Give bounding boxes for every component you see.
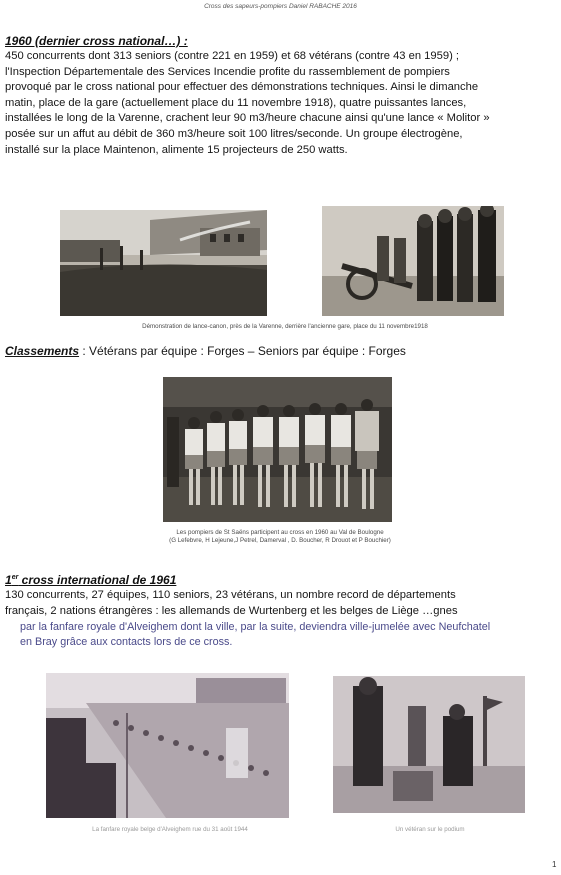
section-1960-heading: 1960 (dernier cross national…) : <box>5 34 188 48</box>
section-1961-faint-text <box>20 620 560 650</box>
document-header: Cross des sapeurs-pompiers Daniel RABACHE 2016 <box>204 3 357 10</box>
caption-line: (G Lefebvre, H Lejeune,J Petrel, Damerval , D. Boucher, R Drouot et P Bouchier) <box>169 537 391 544</box>
body-line: installées le long de la Varenne, crachent leur 90 m3/heure chacune ainsi qu'une lance « Molitor » <box>5 112 490 125</box>
heading-superscript: er <box>11 574 19 581</box>
photo-lance-canon-demonstration <box>60 210 267 316</box>
body-line: français, 2 nations étrangères : les allemands de Wurtenberg et les belges de Liège …gnes <box>5 604 458 617</box>
body-line: provoqué par le cross national pour effectuer des démonstrations techniques. Ainsi le dimanche <box>5 81 479 94</box>
faint-line: par la fanfare royale d'Alveighem dont la ville, par la suite, deviendra ville-jumelée avec Neufchatel <box>20 621 491 633</box>
section-1961-heading <box>5 573 176 587</box>
classements-text: : Vétérans par équipe : Forges – Seniors par équipe : Forges <box>79 344 406 358</box>
classements-label: Classements <box>5 344 80 358</box>
photo-caption-podium: Un vétéran sur le podium <box>395 826 465 833</box>
body-line: installé sur la place Maintenon, alimente 15 projecteurs de 250 watts. <box>5 143 348 156</box>
body-line: l'Inspection Départementale des Services Incendie profite du rassemblement de pompiers <box>5 65 450 78</box>
photo-fanfare-royale-parade <box>46 673 289 818</box>
heading-title: cross international de 1961 <box>18 573 177 587</box>
heading-number: 1 <box>5 573 12 587</box>
classements-line <box>5 344 406 360</box>
photo-st-saens-team <box>163 377 392 522</box>
body-line: posée sur un affut au débit de 360 m3/heure soit 100 litres/seconde. Un groupe électrogène, <box>5 127 463 140</box>
photo-veteran-podium <box>333 676 525 813</box>
body-line: 130 concurrents, 27 équipes, 110 seniors, 23 vétérans, un nombre record de départements <box>5 589 456 601</box>
section-1960-body <box>5 49 557 158</box>
photo-caption-lance-canon: Démonstration de lance-canon, près de la Varenne, derrière l'ancienne gare, place du 11 novembre1918 <box>142 323 428 330</box>
body-line: matin, place de la gare (actuellement place du 11 novembre 1918), quatre puissantes lances, <box>5 96 467 109</box>
photo-firemen-molitor-cannon <box>322 206 504 316</box>
photo-caption-fanfare: La fanfare royale belge d'Alveighem rue du 31 août 1944 <box>92 826 248 833</box>
caption-line: Les pompiers de St Saëns participent au cross en 1960 au Val de Boulogne <box>176 529 384 536</box>
page-number: 1 <box>552 860 557 869</box>
photo-caption-st-saens <box>120 529 440 545</box>
section-1961-body <box>5 588 557 619</box>
body-line: 450 concurrents dont 313 seniors (contre 221 en 1959) et 68 vétérans (contre 43 en 1959) ; <box>5 50 460 62</box>
faint-line: en Bray grâce aux contacts lors de ce cross. <box>20 636 233 648</box>
